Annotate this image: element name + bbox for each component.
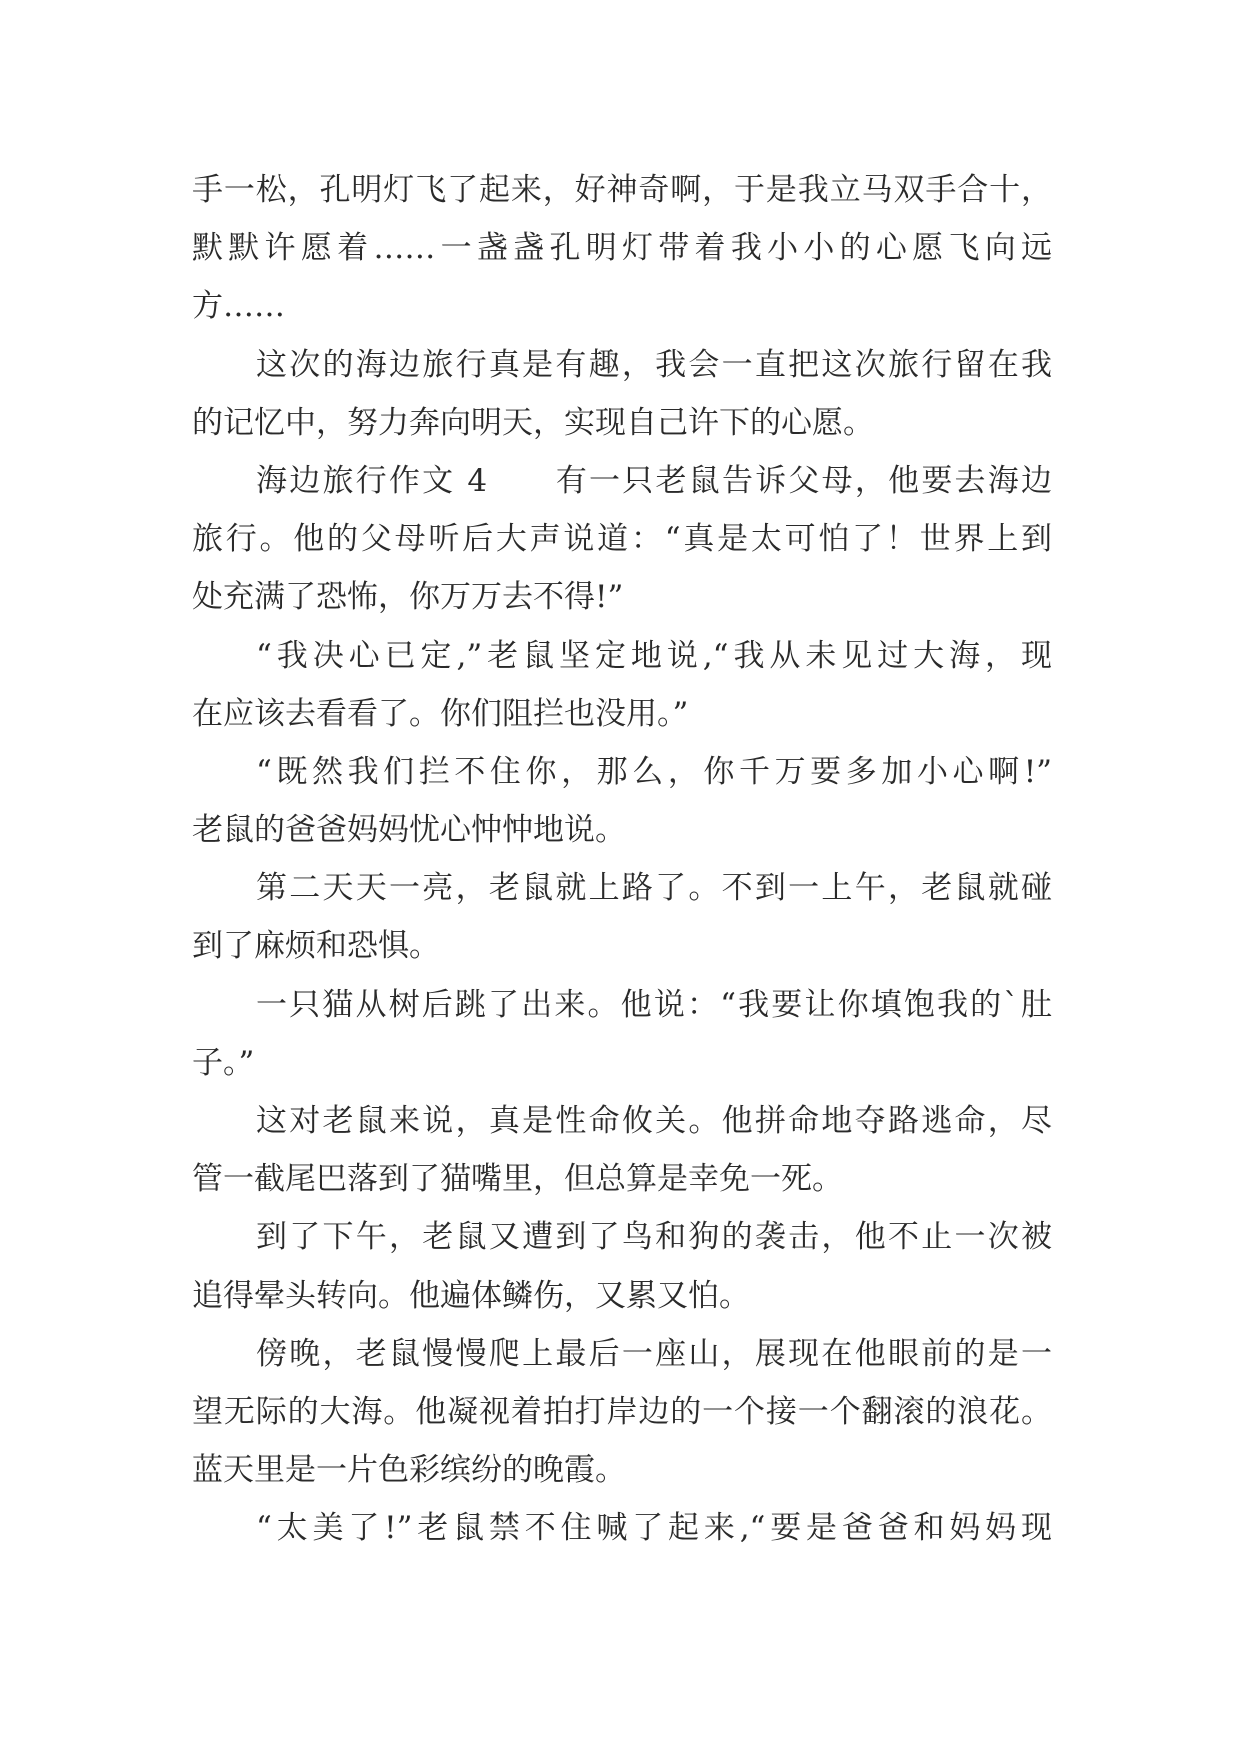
text-line: 追得晕头转向。他遍体鳞伤，又累又怕。 [192, 1277, 750, 1314]
text-line: 海边旅行作文 4 有一只老鼠告诉父母，他要去海边 [256, 462, 1052, 499]
text-line: 望无际的大海。他凝视着拍打岸边的一个接一个翻滚的浪花。 [192, 1393, 1052, 1430]
text-line: 处充满了恐怖，你万万去不得!” [192, 579, 624, 616]
document-body [192, 161, 1052, 1558]
text-line: 蓝天里是一片色彩缤纷的晚霞。 [192, 1452, 626, 1489]
text-line: 到了麻烦和恐惧。 [192, 928, 440, 965]
text-line: 旅行。他的父母听后大声说道：“真是太可怕了！世界上到 [192, 521, 1052, 558]
text-line: 管一截尾巴落到了猫嘴里，但总算是幸免一死。 [192, 1161, 843, 1198]
text-line: 一只猫从树后跳了出来。他说：“我要让你填饱我的`肚 [256, 986, 1052, 1023]
text-line: “既然我们拦不住你，那么，你千万要多加小心啊!” [256, 753, 1052, 790]
text-line: 手一松，孔明灯飞了起来，好神奇啊，于是我立马双手合十， [192, 172, 1052, 208]
text-line: 在应该去看看了。你们阻拦也没用。” [192, 695, 689, 732]
text-line: “太美了!”老鼠禁不住喊了起来,“要是爸爸和妈妈现 [256, 1510, 1052, 1547]
text-line: 这次的海边旅行真是有趣，我会一直把这次旅行留在我 [256, 346, 1052, 383]
text-line: 老鼠的爸爸妈妈忧心忡忡地说。 [192, 812, 626, 849]
text-line: 子。” [192, 1044, 255, 1081]
text-line: “我决心已定,”老鼠坚定地说,“我从未见过大海，现 [256, 637, 1052, 674]
text-line: 这对老鼠来说，真是性命攸关。他拼命地夺路逃命，尽 [256, 1103, 1052, 1139]
text-line: 的记忆中，努力奔向明天，实现自己许下的心愿。 [192, 404, 874, 441]
text-line: 到了下午，老鼠又遭到了鸟和狗的袭击，他不止一次被 [256, 1219, 1052, 1256]
text-line: 傍晚，老鼠慢慢爬上最后一座山，展现在他眼前的是一 [256, 1335, 1052, 1372]
text-line: 第二天天一亮，老鼠就上路了。不到一上午，老鼠就碰 [256, 870, 1052, 907]
text-line: 默默许愿着……一盏盏孔明灯带着我小小的心愿飞向远 [192, 230, 1052, 267]
text-line: 方…… [192, 288, 285, 325]
